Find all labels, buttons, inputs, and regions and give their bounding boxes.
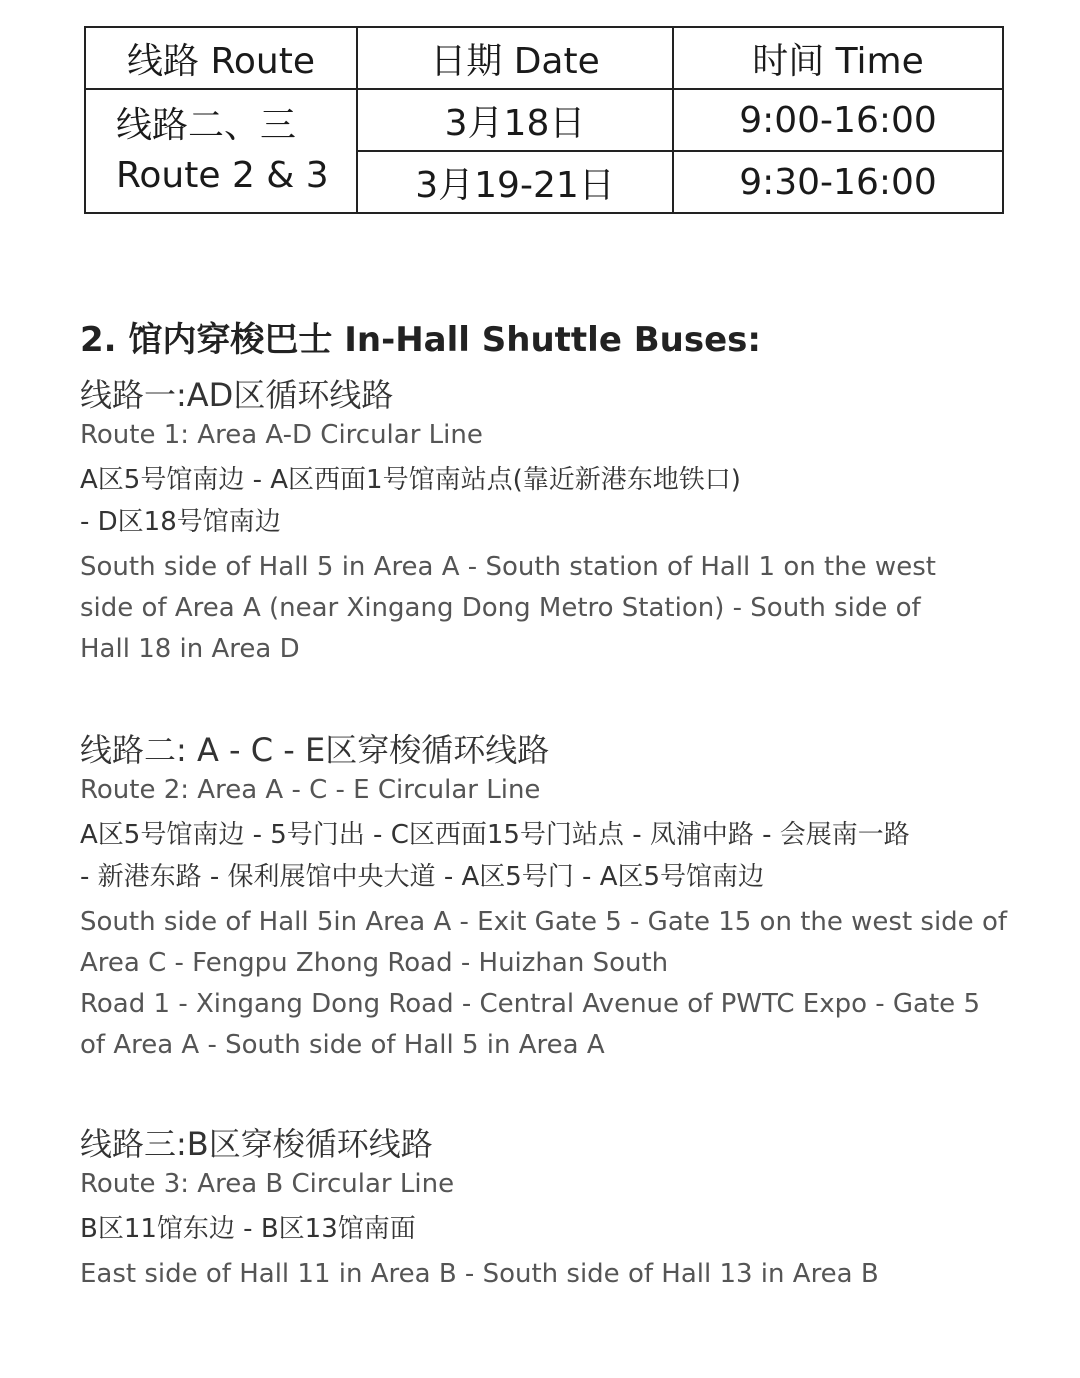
route-stops-zh bbox=[80, 814, 1040, 898]
stops-line: side of Area A (near Xingang Dong Metro Station) - South side of bbox=[80, 593, 921, 623]
route-stops-en bbox=[80, 902, 1040, 1066]
stops-line: East side of Hall 11 in Area B - South side of Hall 13 in Area B bbox=[80, 1259, 879, 1289]
route-stops-en bbox=[80, 1254, 1040, 1295]
route-stops-en bbox=[80, 547, 1040, 670]
schedule-table bbox=[84, 26, 1004, 214]
time-cell: 9:00-16:00 bbox=[673, 89, 1003, 151]
stops-line: of Area A - South side of Hall 5 in Area A bbox=[80, 1030, 605, 1060]
spacer bbox=[80, 670, 1040, 728]
route-title-zh: 线路二: A - C - E区穿梭循环线路 bbox=[80, 731, 550, 769]
stops-line: - 新港东路 - 保利展馆中央大道 - A区5号门 - A区5号馆南边 bbox=[80, 862, 765, 892]
section-title: 2. 馆内穿梭巴士 In-Hall Shuttle Buses: bbox=[80, 320, 761, 360]
route-block-1 bbox=[80, 373, 1040, 670]
stops-line: Area C - Fengpu Zhong Road - Huizhan South bbox=[80, 948, 669, 978]
route-title-en: Route 3: Area B Circular Line bbox=[80, 1169, 455, 1199]
route-cell-en: Route 2 & 3 bbox=[116, 155, 329, 196]
header-route: 线路 Route bbox=[85, 27, 357, 89]
time-cell: 9:30-16:00 bbox=[673, 151, 1003, 213]
date-cell: 3月19-21日 bbox=[357, 151, 673, 213]
route-title-zh: 线路一:AD区循环线路 bbox=[80, 376, 394, 414]
route-block-2 bbox=[80, 728, 1040, 1066]
route-block-3 bbox=[80, 1122, 1040, 1295]
route-title-en: Route 1: Area A-D Circular Line bbox=[80, 420, 483, 450]
table-header-row bbox=[85, 27, 1003, 89]
stops-line: Road 1 - Xingang Dong Road - Central Avenue of PWTC Expo - Gate 5 bbox=[80, 989, 980, 1019]
route-cell bbox=[85, 89, 357, 213]
stops-line: - D区18号馆南边 bbox=[80, 507, 281, 537]
route-title-en: Route 2: Area A - C - E Circular Line bbox=[80, 775, 541, 805]
stops-line: A区5号馆南边 - 5号门出 - C区西面15号门站点 - 凤浦中路 - 会展南一路 bbox=[80, 820, 910, 850]
header-date: 日期 Date bbox=[357, 27, 673, 89]
stops-line: South side of Hall 5 in Area A - South station of Hall 1 on the west bbox=[80, 552, 936, 582]
route-stops-zh bbox=[80, 1208, 1040, 1250]
table-row bbox=[85, 89, 1003, 151]
shuttle-content bbox=[80, 312, 1040, 1295]
route-cell-zh: 线路二、三 bbox=[116, 105, 297, 146]
spacer bbox=[80, 1066, 1040, 1122]
stops-line: Hall 18 in Area D bbox=[80, 634, 300, 664]
stops-line: B区11馆东边 - B区13馆南面 bbox=[80, 1214, 416, 1244]
stops-line: South side of Hall 5in Area A - Exit Gate 5 - Gate 15 on the west side of bbox=[80, 907, 1007, 937]
route-stops-zh bbox=[80, 459, 1040, 543]
route-title-zh: 线路三:B区穿梭循环线路 bbox=[80, 1125, 433, 1163]
date-cell: 3月18日 bbox=[357, 89, 673, 151]
stops-line: A区5号馆南边 - A区西面1号馆南站点(靠近新港东地铁口) bbox=[80, 465, 741, 495]
header-time: 时间 Time bbox=[673, 27, 1003, 89]
